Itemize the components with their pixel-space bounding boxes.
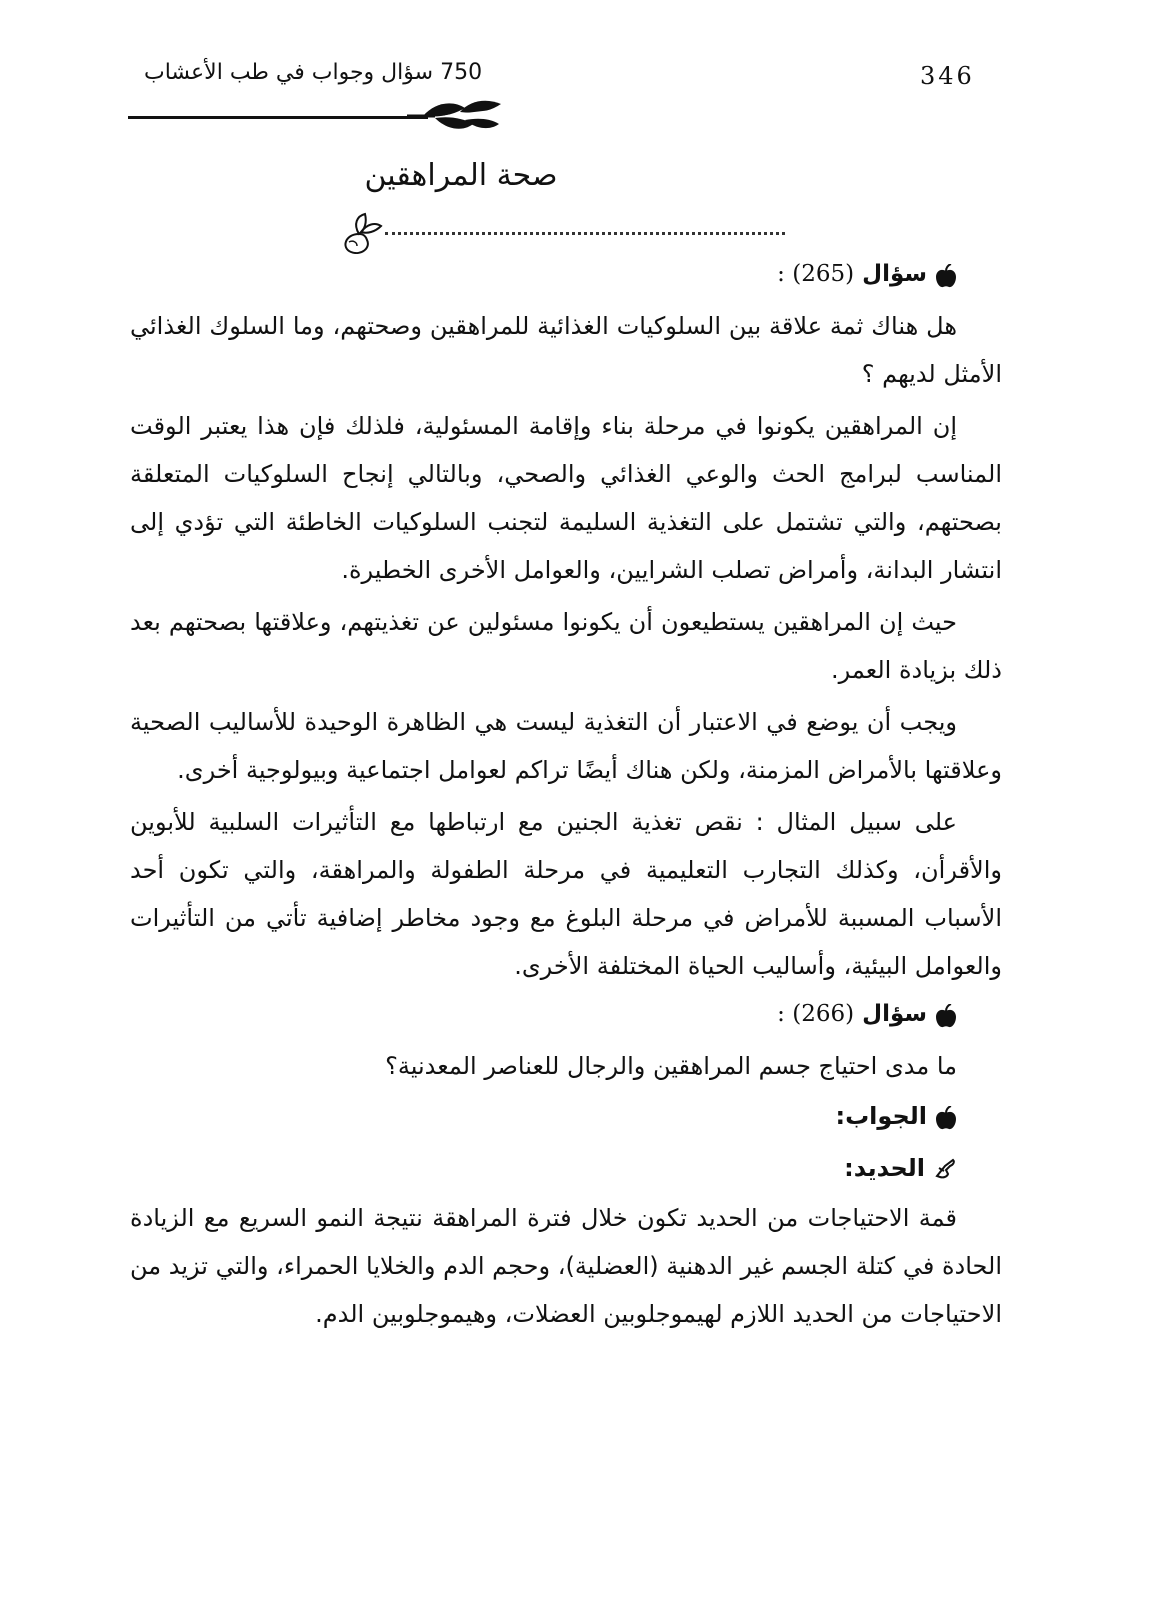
iron-paragraph: قمة الاحتياجات من الحديد تكون خلال فترة المراهقة نتيجة النمو السريع مع الزيادة الحادة في كتلة الجسم غير الدهنية (العضلية)، وحجم الدم والخلايا الحمراء، والتي تزيد من الاحتياجات من الحديد اللازم لهيموجلوبين العضلات، وهيموجلوبين الدم. xyxy=(130,1204,1002,1328)
header-rule xyxy=(128,116,428,119)
question-266-text: ما مدى احتياج جسم المراهقين والرجال للعناصر المعدنية؟ xyxy=(385,1052,957,1080)
dotted-divider xyxy=(385,232,785,235)
pointing-hand-icon xyxy=(933,1156,957,1180)
question-266-heading xyxy=(130,990,957,1038)
apple-bullet-icon xyxy=(935,1004,957,1028)
flower-icon xyxy=(335,212,383,254)
paragraph-2: حيث إن المراهقين يستطيعون أن يكونوا مسئولين عن تغذيتهم، وعلاقتها بصحتهم بعد ذلك بزيادة العمر. xyxy=(130,608,1002,684)
answer-heading xyxy=(130,1090,957,1142)
section-title: صحة المراهقين xyxy=(364,158,558,193)
question-number: (266) : xyxy=(777,1001,855,1027)
page-number: 346 xyxy=(920,62,975,90)
paragraph-1: إن المراهقين يكونوا في مرحلة بناء وإقامة المسئولية، فلذلك فإن هذا يعتبر الوقت المناسب لبرامج الحث والوعي الغذائي والصحي، وبالتالي إنجاح السلوكيات المتعلقة بصحتهم، والتي تشتمل على التغذية السليمة لتجنب السلوكيات الخاطئة التي تؤدي إلى انتشار البدانة، وأمراض تصلب الشرايين، والعوامل الأخرى الخطيرة. xyxy=(130,412,1002,584)
question-label: سؤال xyxy=(862,1001,927,1027)
answer-label: الجواب: xyxy=(835,1102,927,1130)
page-content xyxy=(130,250,1002,1338)
apple-bullet-icon xyxy=(935,264,957,288)
question-label: سؤال xyxy=(862,261,927,287)
paragraph-3: ويجب أن يوضع في الاعتبار أن التغذية ليست هي الظاهرة الوحيدة للأساليب الصحية وعلاقتها بالأمراض المزمنة، ولكن هناك أيضًا تراكم لعوامل اجتماعية وبيولوجية أخرى. xyxy=(130,708,1002,784)
iron-label: الحديد: xyxy=(844,1154,925,1182)
question-265-heading xyxy=(130,250,957,298)
question-265-text: هل هناك ثمة علاقة بين السلوكيات الغذائية للمراهقين وصحتهم، وما السلوك الغذائي الأمثل لديهم ؟ xyxy=(130,312,1002,388)
apple-bullet-icon xyxy=(935,1106,957,1130)
iron-heading xyxy=(130,1142,957,1194)
leaf-branch-icon xyxy=(405,98,505,134)
book-title: 750 سؤال وجواب في طب الأعشاب xyxy=(144,60,483,85)
running-header xyxy=(130,58,978,98)
question-number: (265) : xyxy=(777,261,855,287)
paragraph-4: على سبيل المثال : نقص تغذية الجنين مع ارتباطها مع التأثيرات السلبية للأبوين والأقرأن، وكذلك التجارب التعليمية في مرحلة الطفولة والمراهقة، والتي تكون أحد الأسباب المسببة للأمراض في مرحلة البلوغ مع وجود مخاطر إضافية تأتي من التأثيرات والعوامل البيئية، وأساليب الحياة المختلفة الأخرى. xyxy=(130,808,1002,980)
